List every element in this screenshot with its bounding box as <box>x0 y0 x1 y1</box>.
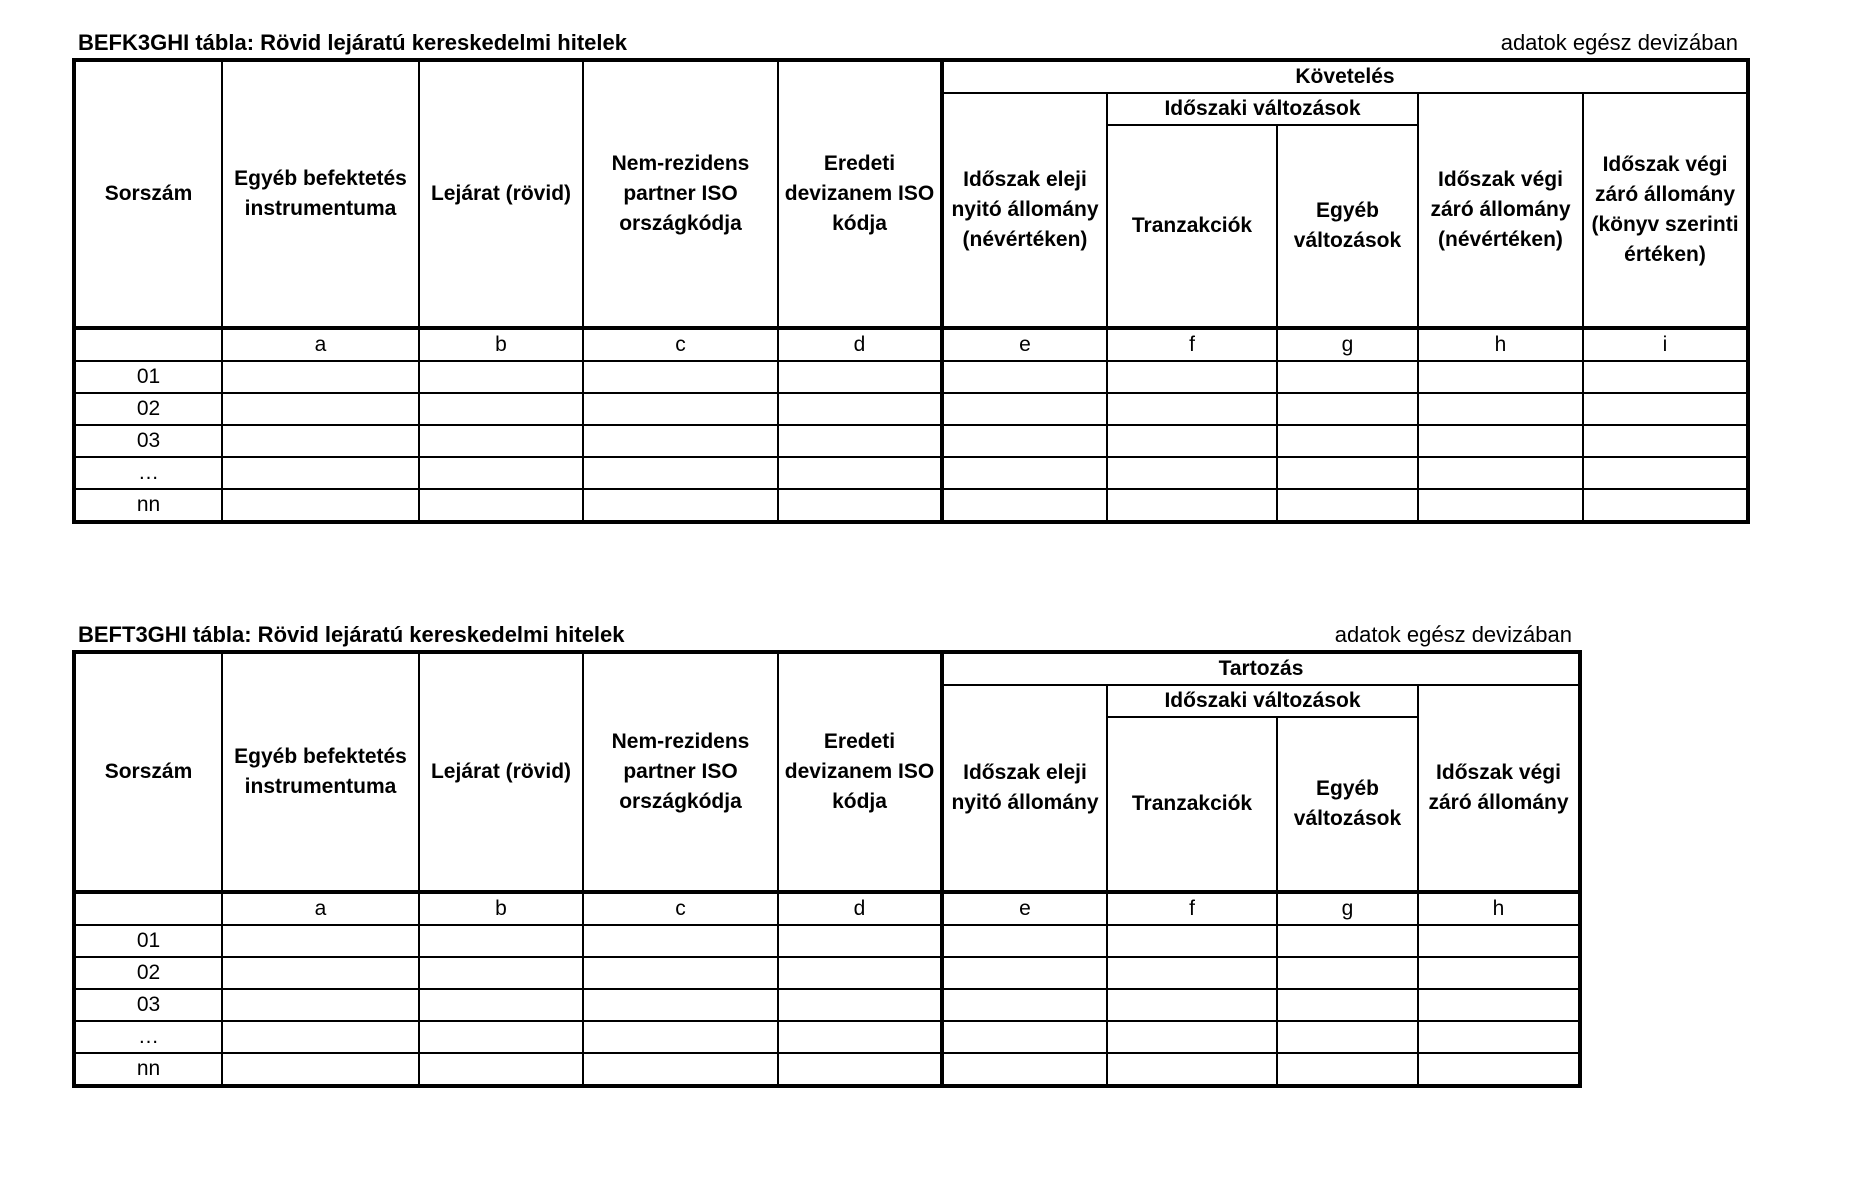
data-cell[interactable] <box>1583 425 1748 457</box>
table-title: BEFK3GHI tábla: Rövid lejáratú kereskedelmi hitelek <box>78 30 627 55</box>
data-cell[interactable] <box>1107 1053 1277 1086</box>
data-cell[interactable] <box>1107 489 1277 522</box>
data-cell[interactable] <box>1277 489 1418 522</box>
data-cell[interactable] <box>583 361 778 393</box>
data-cell[interactable] <box>778 925 942 957</box>
row-number: 03 <box>74 989 222 1021</box>
table-title: BEFT3GHI tábla: Rövid lejáratú kereskedelmi hitelek <box>78 622 625 647</box>
col-header-c: Nem-rezidens partner ISO országkódja <box>583 652 778 892</box>
data-cell[interactable] <box>583 489 778 522</box>
col-header-e: Időszak eleji nyitó állomány <box>942 685 1107 892</box>
row-number: … <box>74 457 222 489</box>
beft3ghi-title-row <box>72 618 1578 650</box>
data-cell[interactable] <box>419 361 583 393</box>
table-row <box>74 1021 1580 1053</box>
col-header-d: Eredeti devizanem ISO kódja <box>778 60 942 328</box>
data-cell[interactable] <box>942 925 1107 957</box>
letter-cell-a: a <box>222 892 419 925</box>
data-cell[interactable] <box>778 957 942 989</box>
data-cell[interactable] <box>778 489 942 522</box>
data-cell[interactable] <box>778 1021 942 1053</box>
letter-cell-c: c <box>583 892 778 925</box>
row-number: 02 <box>74 957 222 989</box>
data-cell[interactable] <box>583 1053 778 1086</box>
data-cell[interactable] <box>942 393 1107 425</box>
row-number: … <box>74 1021 222 1053</box>
data-cell[interactable] <box>778 1053 942 1086</box>
data-cell[interactable] <box>1418 957 1580 989</box>
data-cell[interactable] <box>222 925 419 957</box>
data-cell[interactable] <box>1277 425 1418 457</box>
data-cell[interactable] <box>1418 425 1583 457</box>
data-cell[interactable] <box>419 393 583 425</box>
letter-cell-e: e <box>942 328 1107 361</box>
data-cell[interactable] <box>222 393 419 425</box>
col-header-h: Időszak végi záró állomány <box>1418 685 1580 892</box>
letter-cell-empty <box>74 328 222 361</box>
data-cell[interactable] <box>222 1053 419 1086</box>
table-row <box>74 925 1580 957</box>
data-cell[interactable] <box>1583 489 1748 522</box>
data-cell[interactable] <box>778 425 942 457</box>
data-cell[interactable] <box>1107 393 1277 425</box>
data-cell[interactable] <box>942 1021 1107 1053</box>
data-cell[interactable] <box>1277 989 1418 1021</box>
data-cell[interactable] <box>583 989 778 1021</box>
data-cell[interactable] <box>942 457 1107 489</box>
table-row <box>74 989 1580 1021</box>
data-cell[interactable] <box>778 989 942 1021</box>
data-cell[interactable] <box>1107 925 1277 957</box>
subgroup-header: Időszaki változások <box>1107 685 1418 717</box>
letter-cell-h: h <box>1418 328 1583 361</box>
data-cell[interactable] <box>222 457 419 489</box>
col-header-sorszam: Sorszám <box>74 60 222 328</box>
letter-cell-b: b <box>419 892 583 925</box>
data-cell[interactable] <box>1277 1021 1418 1053</box>
data-cell[interactable] <box>1107 989 1277 1021</box>
col-header-a: Egyéb befektetés instrumentuma <box>222 60 419 328</box>
data-cell[interactable] <box>419 925 583 957</box>
row-number: nn <box>74 489 222 522</box>
data-cell[interactable] <box>778 457 942 489</box>
data-cell[interactable] <box>583 393 778 425</box>
data-cell[interactable] <box>222 489 419 522</box>
data-cell[interactable] <box>942 989 1107 1021</box>
data-cell[interactable] <box>419 489 583 522</box>
befk3ghi-table <box>72 58 1750 524</box>
row-number: 01 <box>74 361 222 393</box>
col-header-d: Eredeti devizanem ISO kódja <box>778 652 942 892</box>
befk3ghi-section <box>72 26 1746 524</box>
data-cell[interactable] <box>419 1053 583 1086</box>
data-cell[interactable] <box>1418 489 1583 522</box>
data-cell[interactable] <box>942 1053 1107 1086</box>
data-cell[interactable] <box>1418 457 1583 489</box>
letter-cell-b: b <box>419 328 583 361</box>
col-header-i: Időszak végi záró állomány (könyv szerinti értéken) <box>1583 93 1748 328</box>
table-row <box>74 1053 1580 1086</box>
data-cell[interactable] <box>942 489 1107 522</box>
data-cell[interactable] <box>1107 361 1277 393</box>
data-cell[interactable] <box>222 957 419 989</box>
data-cell[interactable] <box>583 925 778 957</box>
row-number: 02 <box>74 393 222 425</box>
letter-cell-h: h <box>1418 892 1580 925</box>
letter-cell-empty <box>74 892 222 925</box>
row-number: 03 <box>74 425 222 457</box>
table-row <box>74 457 1748 489</box>
group-header-tartozas: Tartozás <box>942 652 1580 685</box>
table-row <box>74 393 1748 425</box>
letter-cell-a: a <box>222 328 419 361</box>
table-row <box>74 361 1748 393</box>
befk3ghi-title-row <box>72 26 1746 58</box>
unit-note: adatok egész devizában <box>1334 622 1572 647</box>
col-header-a: Egyéb befektetés instrumentuma <box>222 652 419 892</box>
data-cell[interactable] <box>583 1021 778 1053</box>
data-cell[interactable] <box>419 457 583 489</box>
data-cell[interactable] <box>1107 425 1277 457</box>
beft3ghi-table <box>72 650 1582 1088</box>
col-header-g: Egyéb változások <box>1277 125 1418 328</box>
unit-note: adatok egész devizában <box>1500 30 1738 55</box>
letter-cell-d: d <box>778 892 942 925</box>
data-cell[interactable] <box>1583 361 1748 393</box>
data-cell[interactable] <box>1418 393 1583 425</box>
col-header-f: Tranzakciók <box>1107 717 1277 892</box>
data-cell[interactable] <box>419 425 583 457</box>
data-cell[interactable] <box>1418 925 1580 957</box>
data-cell[interactable] <box>583 425 778 457</box>
col-header-b: Lejárat (rövid) <box>419 652 583 892</box>
col-header-sorszam: Sorszám <box>74 652 222 892</box>
row-number: nn <box>74 1053 222 1086</box>
letter-cell-c: c <box>583 328 778 361</box>
data-cell[interactable] <box>419 957 583 989</box>
data-cell[interactable] <box>1418 361 1583 393</box>
data-cell[interactable] <box>222 989 419 1021</box>
data-cell[interactable] <box>419 989 583 1021</box>
data-cell[interactable] <box>222 1021 419 1053</box>
letter-cell-f: f <box>1107 328 1277 361</box>
data-cell[interactable] <box>942 957 1107 989</box>
letter-cell-g: g <box>1277 892 1418 925</box>
table-row <box>74 957 1580 989</box>
beft3ghi-section <box>72 618 1578 1088</box>
data-cell[interactable] <box>583 957 778 989</box>
data-cell[interactable] <box>1583 393 1748 425</box>
col-header-e: Időszak eleji nyitó állomány (névértéken) <box>942 93 1107 328</box>
data-cell[interactable] <box>1277 457 1418 489</box>
data-cell[interactable] <box>1107 957 1277 989</box>
data-cell[interactable] <box>1418 989 1580 1021</box>
data-cell[interactable] <box>1583 457 1748 489</box>
data-cell[interactable] <box>1418 1053 1580 1086</box>
data-cell[interactable] <box>778 393 942 425</box>
data-cell[interactable] <box>942 425 1107 457</box>
letter-cell-g: g <box>1277 328 1418 361</box>
letter-cell-f: f <box>1107 892 1277 925</box>
data-cell[interactable] <box>1418 1021 1580 1053</box>
data-cell[interactable] <box>222 425 419 457</box>
data-cell[interactable] <box>419 1021 583 1053</box>
data-cell[interactable] <box>1277 361 1418 393</box>
data-cell[interactable] <box>1107 457 1277 489</box>
table-row <box>74 425 1748 457</box>
data-cell[interactable] <box>778 361 942 393</box>
table-row <box>74 489 1748 522</box>
col-header-c: Nem-rezidens partner ISO országkódja <box>583 60 778 328</box>
data-cell[interactable] <box>1277 957 1418 989</box>
letter-cell-i: i <box>1583 328 1748 361</box>
col-header-f: Tranzakciók <box>1107 125 1277 328</box>
data-cell[interactable] <box>1277 393 1418 425</box>
data-cell[interactable] <box>1107 1021 1277 1053</box>
letter-cell-e: e <box>942 892 1107 925</box>
data-cell[interactable] <box>583 457 778 489</box>
data-cell[interactable] <box>222 361 419 393</box>
col-header-b: Lejárat (rövid) <box>419 60 583 328</box>
group-header-kovetelés: Követelés <box>942 60 1748 93</box>
subgroup-header: Időszaki változások <box>1107 93 1418 125</box>
data-cell[interactable] <box>942 361 1107 393</box>
data-cell[interactable] <box>1277 1053 1418 1086</box>
col-header-g: Egyéb változások <box>1277 717 1418 892</box>
col-header-h: Időszak végi záró állomány (névértéken) <box>1418 93 1583 328</box>
letter-cell-d: d <box>778 328 942 361</box>
data-cell[interactable] <box>1277 925 1418 957</box>
row-number: 01 <box>74 925 222 957</box>
